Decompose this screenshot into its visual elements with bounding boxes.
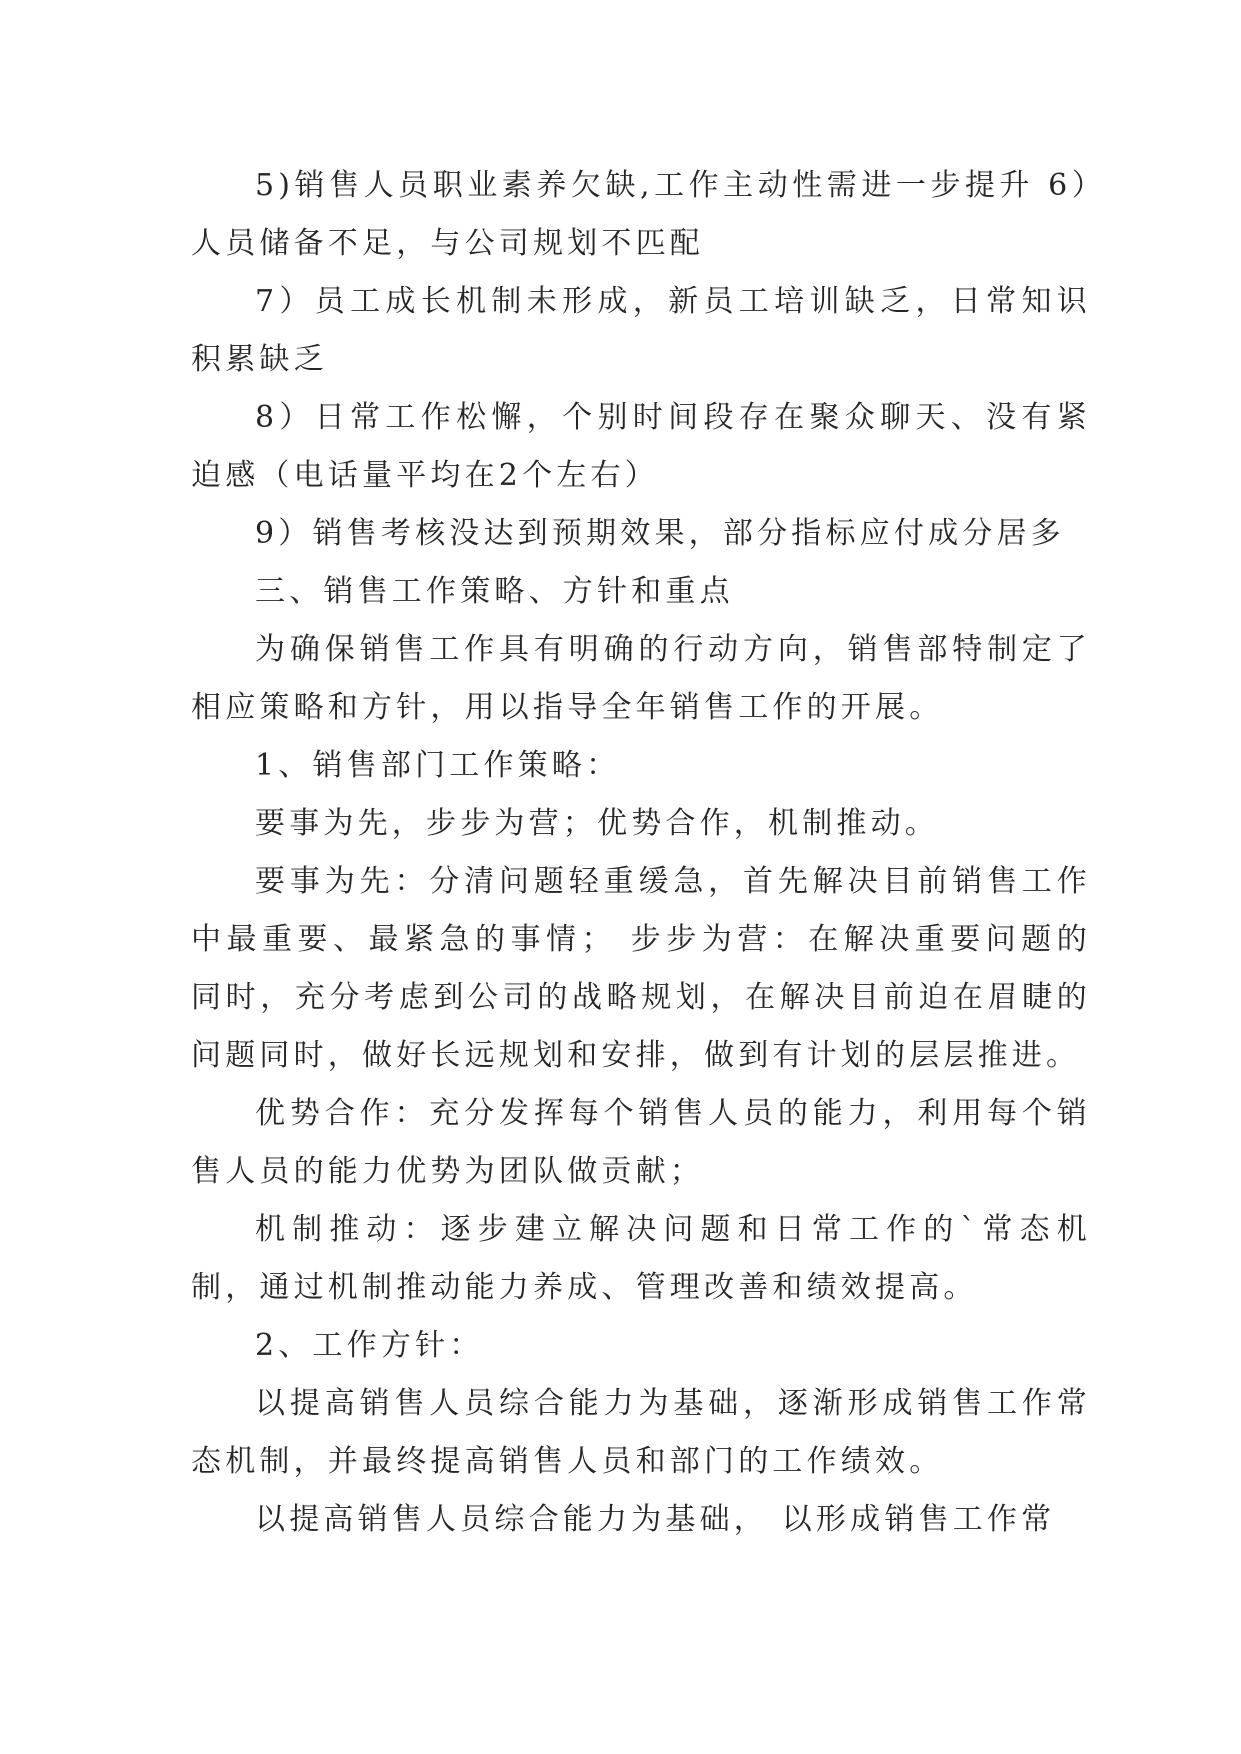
paragraph-strategy-intro: 为确保销售工作具有明确的行动方向，销售部特制定了相应策略和方针，用以指导全年销售工作的开展。 bbox=[191, 632, 1091, 725]
paragraph-issue-8: 8）日常工作松懈，个别时间段存在聚众聊天、没有紧迫感（电话量平均在2个左右） bbox=[191, 400, 1091, 493]
paragraph-issue-9: 9）销售考核没达到预期效果，部分指标应付成分居多 bbox=[255, 516, 1065, 551]
document-body bbox=[191, 157, 1091, 1549]
paragraph-issue-5-6: 5)销售人员职业素养欠缺,工作主动性需进一步提升 6）人员储备不足，与公司规划不匹配 bbox=[191, 168, 1091, 261]
subheading-work-policy: 2、工作方针： bbox=[255, 1328, 484, 1363]
subheading-department-strategy: 1、销售部门工作策略： bbox=[255, 748, 621, 783]
section-heading-strategy: 三、销售工作策略、方针和重点 bbox=[255, 574, 734, 609]
paragraph-work-policy-continued: 以提高销售人员综合能力为基础， 以形成销售工作常 bbox=[255, 1502, 1056, 1537]
paragraph-strategy-summary: 要事为先，步步为营；优势合作，机制推动。 bbox=[255, 806, 939, 841]
paragraph-advantage-cooperation: 优势合作：充分发挥每个销售人员的能力，利用每个销售人员的能力优势为团队做贡献； bbox=[191, 1096, 1091, 1189]
paragraph-work-policy: 以提高销售人员综合能力为基础，逐渐形成销售工作常态机制，并最终提高销售人员和部门的工作绩效。 bbox=[191, 1386, 1091, 1479]
paragraph-issue-7: 7）员工成长机制未形成，新员工培训缺乏，日常知识积累缺乏 bbox=[191, 284, 1091, 377]
paragraph-mechanism-driven: 机制推动：逐步建立解决问题和日常工作的`常态机制，通过机制推动能力养成、管理改善和绩效提高。 bbox=[191, 1212, 1091, 1305]
paragraph-priority-first: 要事为先：分清问题轻重缓急，首先解决目前销售工作中最重要、最紧急的事情； 步步为营：在解决重要问题的同时，充分考虑到公司的战略规划，在解决目前迫在眉睫的问题同时，做好长远规划和安排，做到有计划的层层推进。 bbox=[191, 864, 1091, 1073]
